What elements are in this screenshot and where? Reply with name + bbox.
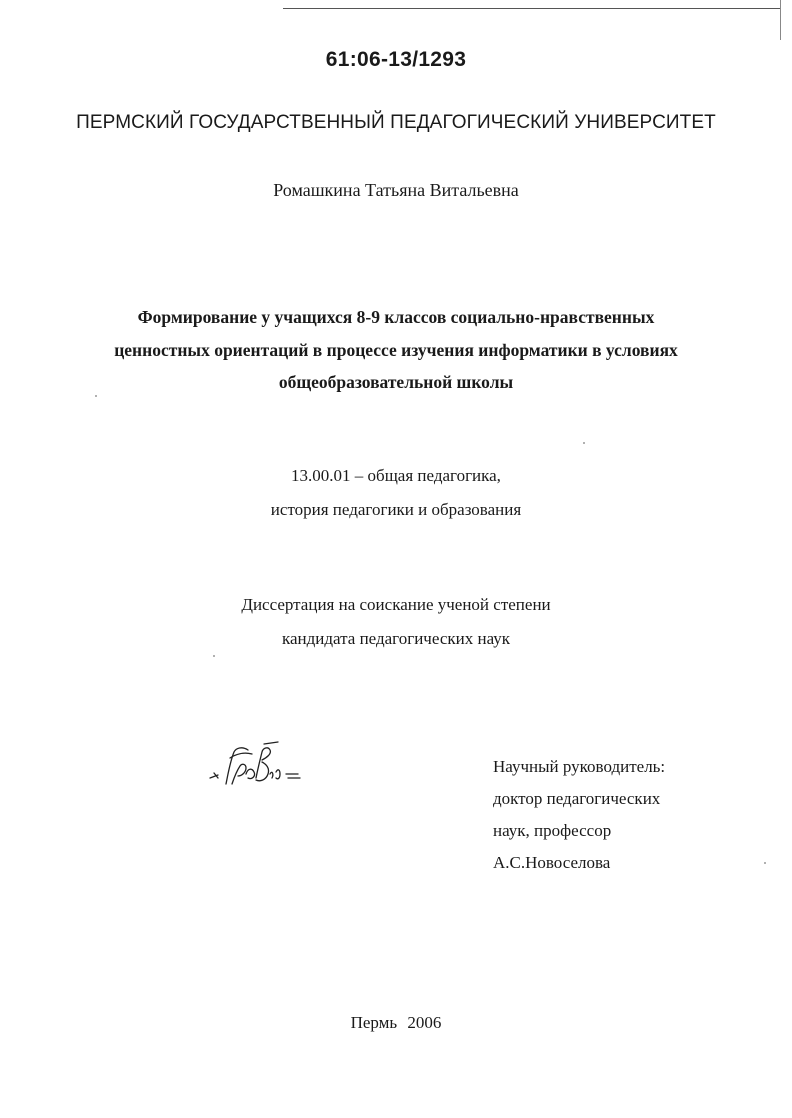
degree-line: Диссертация на соискание ученой степени bbox=[241, 595, 551, 614]
library-code: 61:06-13/1293 bbox=[325, 48, 467, 71]
city-year: Пермь 2006 bbox=[350, 1013, 442, 1032]
dissertation-title-line: ценностных ориентаций в процессе изучения информатики в условиях bbox=[114, 340, 678, 360]
scan-speck bbox=[95, 395, 97, 397]
advisor-name: А.С.Новоселова bbox=[493, 853, 611, 872]
specialty-line: 13.00.01 – общая педагогика, bbox=[291, 466, 501, 485]
institution-name: ПЕРМСКИЙ ГОСУДАРСТВЕННЫЙ ПЕДАГОГИЧЕСКИЙ УНИВЕРСИТЕТ bbox=[76, 112, 716, 133]
handwritten-signature-icon bbox=[206, 738, 316, 800]
degree-line: кандидата педагогических наук bbox=[281, 629, 511, 648]
scan-speck bbox=[583, 442, 585, 444]
specialty-line: история педагогики и образования bbox=[270, 500, 522, 519]
scan-border-line bbox=[780, 0, 781, 40]
dissertation-title-line: Формирование у учащихся 8-9 классов социально-нравственных bbox=[137, 307, 655, 327]
advisor-title: наук, профессор bbox=[493, 821, 612, 840]
scan-speck bbox=[213, 655, 215, 657]
advisor-label: Научный руководитель: bbox=[493, 757, 666, 776]
scan-border-line bbox=[283, 8, 780, 9]
dissertation-title-line: общеобразовательной школы bbox=[278, 372, 514, 392]
advisor-degree: доктор педагогических bbox=[493, 789, 661, 808]
author-name: Ромашкина Татьяна Витальевна bbox=[273, 180, 519, 200]
scan-speck bbox=[764, 862, 766, 864]
